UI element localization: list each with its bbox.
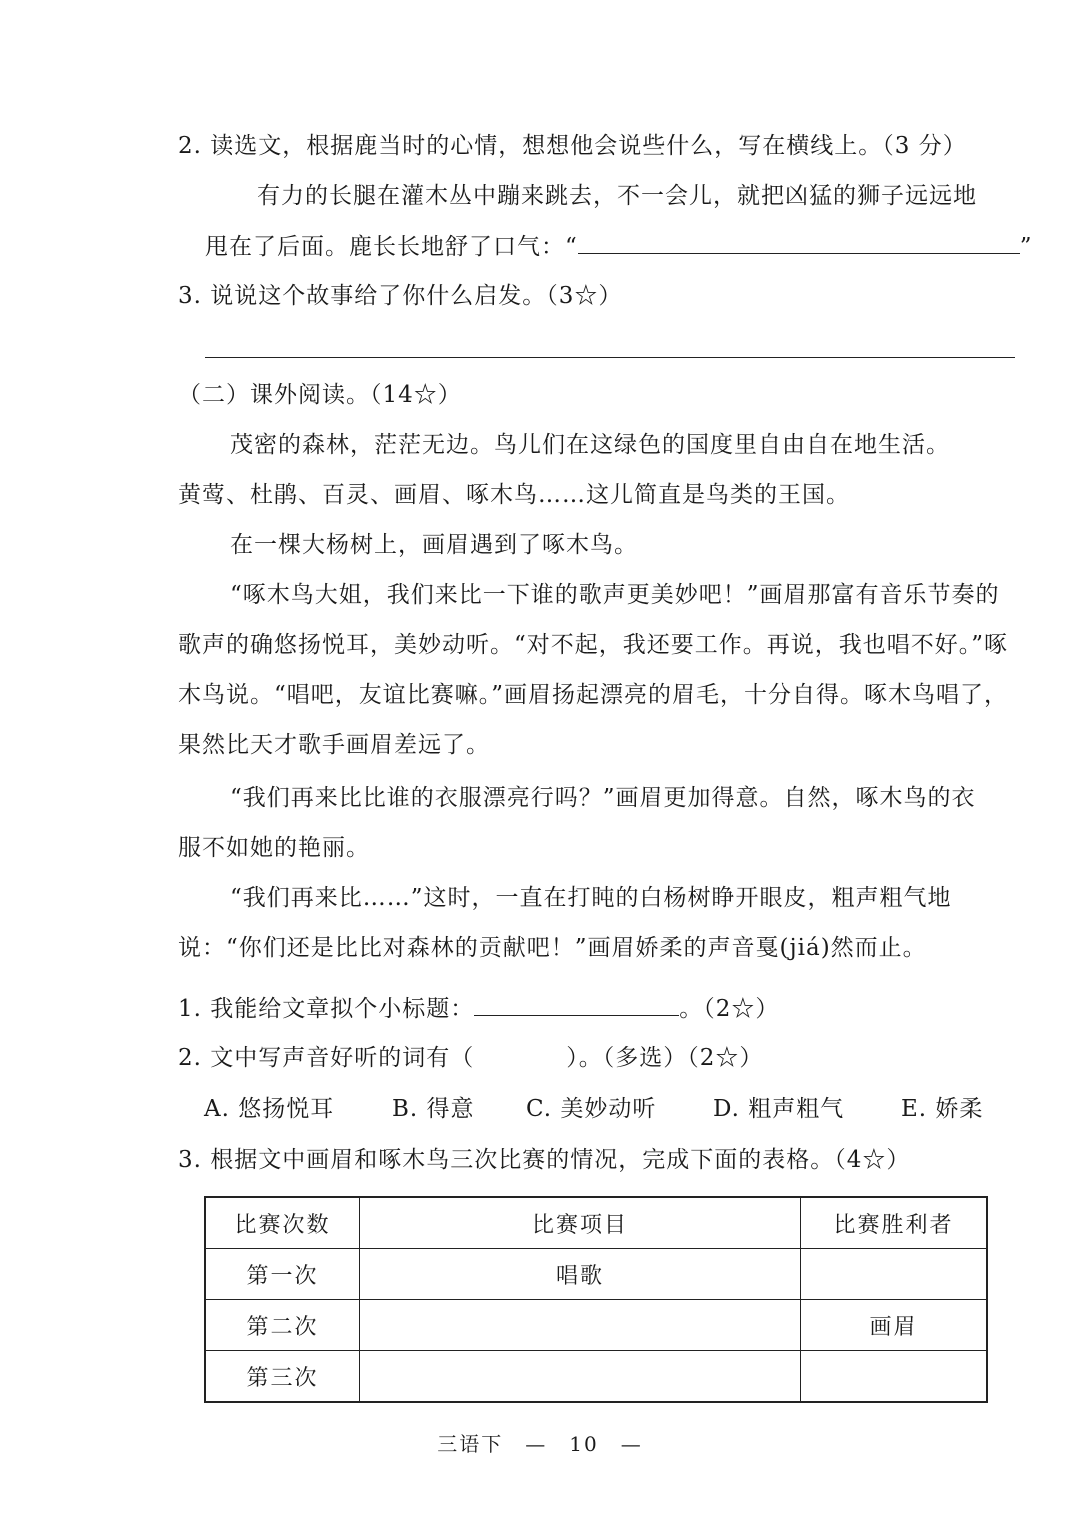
paragraph-line: “啄木鸟大姐，我们来比一下谁的歌声更美妙吧！”画眉那富有音乐节奏的 bbox=[230, 582, 1000, 608]
paragraph-line: 果然比天才歌手画眉差远了。 bbox=[178, 732, 490, 758]
paragraph-line: 服不如她的艳丽。 bbox=[178, 835, 370, 861]
table-header: 比赛次数 bbox=[205, 1197, 360, 1249]
section-heading: （二）课外阅读。（14☆） bbox=[178, 382, 462, 408]
table-row bbox=[205, 1351, 987, 1403]
table-row bbox=[205, 1249, 987, 1300]
table-cell-round: 第二次 bbox=[205, 1300, 360, 1351]
question-1 bbox=[178, 993, 779, 1024]
option-b[interactable]: B. 得意 bbox=[392, 1096, 475, 1122]
question-3-label: 3. 说说这个故事给了你什么启发。（3☆） bbox=[178, 283, 623, 309]
table-row bbox=[205, 1300, 987, 1351]
table-header: 比赛胜利者 bbox=[800, 1197, 987, 1249]
table-cell-event[interactable] bbox=[360, 1300, 801, 1351]
paragraph-line: 歌声的确悠扬悦耳，美妙动听。“对不起，我还要工作。再说，我也唱不好。”啄 bbox=[178, 632, 1009, 658]
option-a[interactable]: A. 悠扬悦耳 bbox=[204, 1096, 335, 1122]
table-cell-round: 第一次 bbox=[205, 1249, 360, 1300]
table-cell-winner[interactable]: 画眉 bbox=[800, 1300, 987, 1351]
table-cell-winner[interactable] bbox=[800, 1351, 987, 1403]
option-d[interactable]: D. 粗声粗气 bbox=[713, 1096, 845, 1122]
option-e[interactable]: E. 娇柔 bbox=[901, 1096, 984, 1122]
paragraph-line: “我们再来比比谁的衣服漂亮行吗？”画眉更加得意。自然，啄木鸟的衣 bbox=[230, 785, 976, 811]
question-2-suffix: ）。（多选）（2☆） bbox=[566, 1045, 764, 1071]
table-header-row bbox=[205, 1197, 987, 1249]
passage-line-2-suffix: ” bbox=[1019, 234, 1033, 260]
question-3: 3. 根据文中画眉和啄木鸟三次比赛的情况，完成下面的表格。（4☆） bbox=[178, 1147, 911, 1173]
table-cell-event[interactable] bbox=[360, 1351, 801, 1403]
table-cell-event[interactable]: 唱歌 bbox=[360, 1249, 801, 1300]
option-c[interactable]: C. 美妙动听 bbox=[526, 1096, 657, 1122]
table-header: 比赛项目 bbox=[360, 1197, 801, 1249]
question-1-suffix: 。（2☆） bbox=[679, 996, 780, 1022]
passage-line-2 bbox=[205, 231, 1033, 262]
passage-line-1: 有力的长腿在灌木丛中蹦来跳去，不一会儿，就把凶猛的狮子远远地 bbox=[257, 183, 977, 209]
table-cell-round: 第三次 bbox=[205, 1351, 360, 1403]
question-2-label: 2. 读选文，根据鹿当时的心情，想想他会说些什么，写在横线上。（3 分） bbox=[178, 133, 967, 159]
competition-table bbox=[204, 1196, 988, 1403]
paragraph-line: “我们再来比……”这时，一直在打盹的白杨树睁开眼皮，粗声粗气地 bbox=[230, 885, 952, 911]
paragraph-line: 在一棵大杨树上，画眉遇到了啄木鸟。 bbox=[230, 532, 638, 558]
paragraph-line: 说：“你们还是比比对森林的贡献吧！”画眉娇柔的声音戛(jiá)然而止。 bbox=[178, 935, 927, 961]
question-2-prefix: 2. 文中写声音好听的词有（ bbox=[178, 1045, 475, 1071]
paragraph-line: 木鸟说。“唱吧，友谊比赛嘛。”画眉扬起漂亮的眉毛，十分自得。啄木鸟唱了， bbox=[178, 682, 1009, 708]
title-answer-blank[interactable] bbox=[474, 993, 679, 1016]
table-cell-winner[interactable] bbox=[800, 1249, 987, 1300]
answer-blank-q2[interactable] bbox=[578, 231, 1020, 254]
paragraph-line: 黄莺、杜鹃、百灵、画眉、啄木鸟……这儿简直是鸟类的王国。 bbox=[178, 482, 850, 508]
question-1-prefix: 1. 我能给文章拟个小标题： bbox=[178, 996, 475, 1022]
paragraph-line: 茂密的森林，茫茫无边。鸟儿们在这绿色的国度里自由自在地生活。 bbox=[230, 432, 950, 458]
answer-line-q3[interactable] bbox=[205, 357, 1015, 358]
question-2 bbox=[178, 1043, 763, 1073]
page-footer: 三语下 — 10 — bbox=[437, 1432, 643, 1456]
passage-line-2-prefix: 甩在了后面。鹿长长地舒了口气：“ bbox=[205, 234, 578, 260]
